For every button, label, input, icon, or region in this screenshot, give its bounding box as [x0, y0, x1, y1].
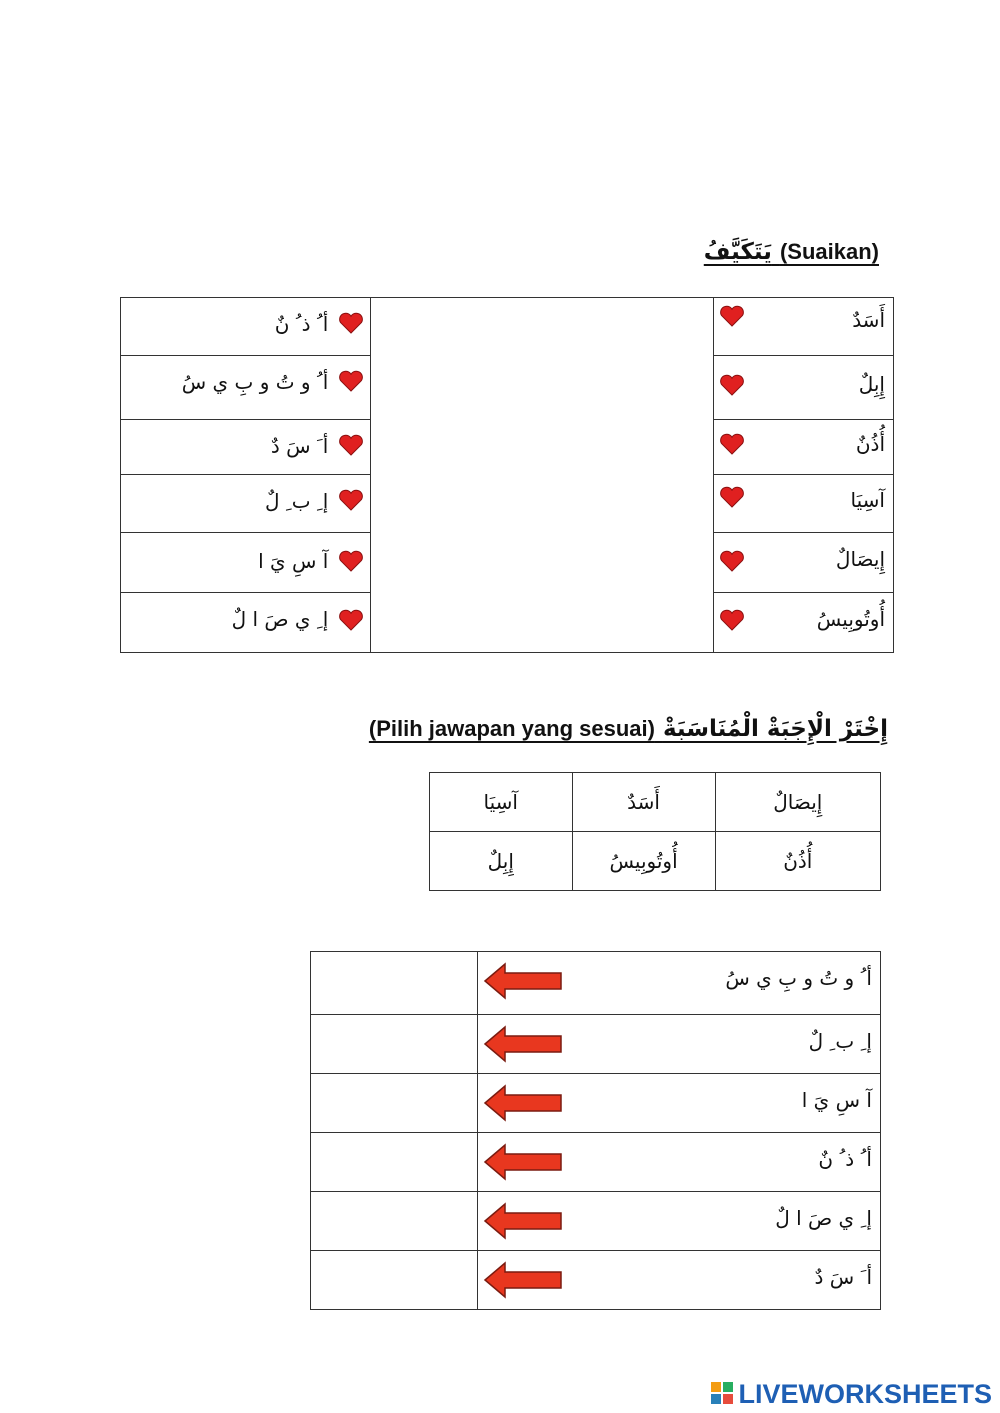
- answer-box[interactable]: [311, 1015, 478, 1074]
- split-word: أ ُ ذ ُ نٌ: [274, 312, 329, 336]
- option-cell: إِبِلٌ: [430, 832, 573, 891]
- question-cell: [478, 1133, 881, 1192]
- matching-table: [120, 297, 894, 653]
- answer-box[interactable]: [311, 1192, 478, 1251]
- question-cell: [478, 1074, 881, 1133]
- section2-title-arabic: إِخْتَرْ الْإِجَبَةْ الْمُنَاسَبَةْ: [662, 716, 888, 742]
- heart-connector-icon[interactable]: [719, 550, 745, 572]
- heart-connector-icon[interactable]: [719, 374, 745, 396]
- word-cell: [714, 533, 894, 593]
- arrow-left-icon: [483, 1083, 563, 1123]
- split-word: إ ِ ب ِ لٌ: [808, 1029, 872, 1053]
- question-cell: [478, 1015, 881, 1074]
- option-cell: إِيصَالٌ: [715, 773, 880, 832]
- word-cell: [714, 593, 894, 653]
- options-table: [429, 772, 881, 891]
- word-cell: [714, 420, 894, 475]
- section2-title: [369, 715, 888, 742]
- option-cell: أُذُنٌ: [715, 832, 880, 891]
- option-cell: أُوتُوبِيسُ: [572, 832, 715, 891]
- split-word: آ سِ يَ ا: [258, 549, 329, 573]
- split-word: أ ُ ذ ُ نٌ: [818, 1147, 872, 1171]
- section1-title-latin: (Suaikan): [779, 239, 879, 264]
- word-text: آسِيَا: [850, 488, 885, 512]
- answer-box[interactable]: [311, 1133, 478, 1192]
- split-cell: [121, 533, 371, 593]
- logo-badge-icon: [711, 1382, 735, 1406]
- heart-connector-icon[interactable]: [719, 433, 745, 455]
- split-cell: [121, 475, 371, 533]
- liveworksheets-logo[interactable]: [711, 1380, 992, 1408]
- split-word: إ ِ ب ِ لٌ: [264, 489, 329, 513]
- split-word: أ ُ و تُ و بِ ي سُ: [725, 966, 872, 990]
- arrow-left-icon: [483, 1024, 563, 1064]
- split-word: أ َ سَ دٌ: [814, 1265, 872, 1289]
- word-text: أُذُنٌ: [855, 432, 885, 456]
- heart-connector-icon[interactable]: [338, 370, 364, 392]
- arrow-left-icon: [483, 961, 563, 1001]
- question-cell: [478, 1192, 881, 1251]
- arrow-left-icon: [483, 1260, 563, 1300]
- split-cell: [121, 593, 371, 653]
- split-word: أ ُ و تُ و بِ ي سُ: [181, 370, 329, 394]
- section1-title-arabic: يَتَكَيَّفُ: [703, 239, 772, 265]
- option-cell: أَسَدٌ: [572, 773, 715, 832]
- answer-table: [310, 951, 881, 1310]
- split-cell: [121, 298, 371, 356]
- logo-wordmark: LIVEWORKSHEETS: [738, 1378, 992, 1409]
- answer-box[interactable]: [311, 1074, 478, 1133]
- word-text: أَسَدٌ: [852, 308, 885, 332]
- word-cell: [714, 298, 894, 356]
- heart-connector-icon[interactable]: [719, 609, 745, 631]
- heart-connector-icon[interactable]: [338, 434, 364, 456]
- question-cell: [478, 952, 881, 1015]
- section2-title-latin: (Pilih jawapan yang sesuai): [368, 716, 655, 741]
- split-word: أ َ سَ دٌ: [270, 434, 329, 458]
- split-word: إ ِ ي صَ ا لٌ: [231, 607, 329, 631]
- split-cell: [121, 420, 371, 475]
- split-cell: [121, 356, 371, 420]
- arrow-left-icon: [483, 1201, 563, 1241]
- heart-connector-icon[interactable]: [338, 550, 364, 572]
- word-text: أُوتُوبِيسُ: [816, 607, 885, 631]
- split-word: آ سِ يَ ا: [801, 1088, 872, 1112]
- word-cell: [714, 475, 894, 533]
- heart-connector-icon[interactable]: [338, 312, 364, 334]
- word-text: إِبِلٌ: [858, 372, 885, 396]
- section1-title: [704, 238, 879, 265]
- option-cell: آسِيَا: [430, 773, 573, 832]
- matching-area: [371, 298, 714, 653]
- answer-box[interactable]: [311, 952, 478, 1015]
- answer-box[interactable]: [311, 1251, 478, 1310]
- heart-connector-icon[interactable]: [338, 609, 364, 631]
- question-cell: [478, 1251, 881, 1310]
- arrow-left-icon: [483, 1142, 563, 1182]
- split-word: إ ِ ي صَ ا لٌ: [775, 1206, 872, 1230]
- word-text: إِيصَالٌ: [835, 547, 885, 571]
- heart-connector-icon[interactable]: [719, 305, 745, 327]
- heart-connector-icon[interactable]: [338, 489, 364, 511]
- word-cell: [714, 356, 894, 420]
- heart-connector-icon[interactable]: [719, 486, 745, 508]
